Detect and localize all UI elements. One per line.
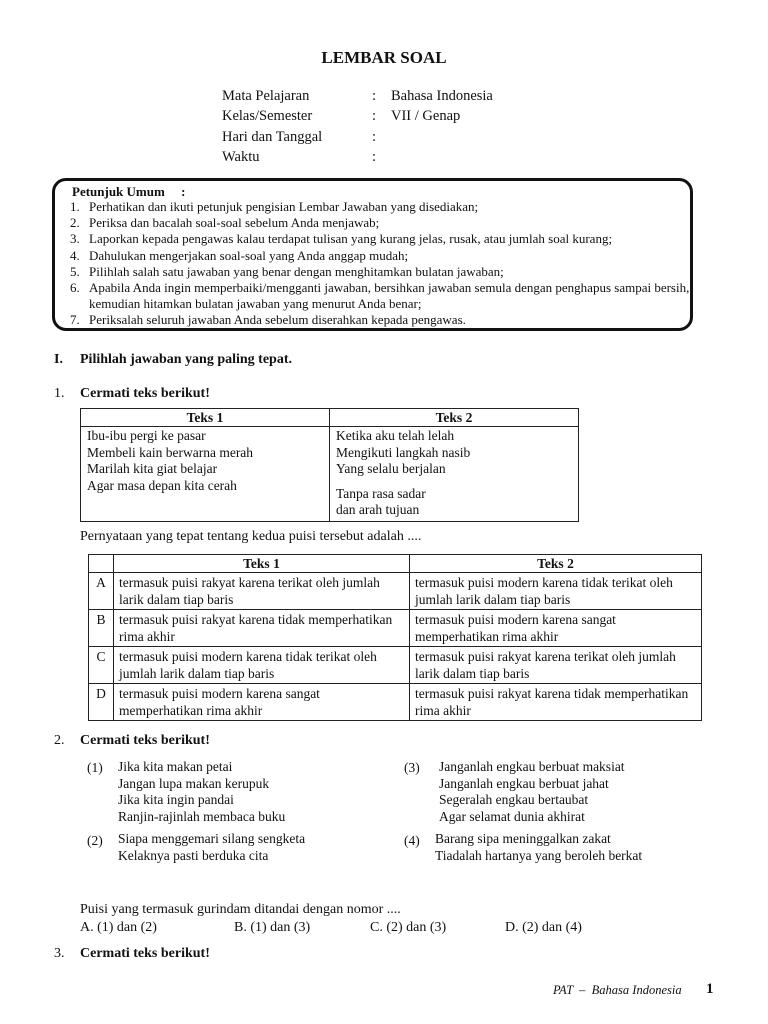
poem-line: dan arah tujuan	[336, 502, 420, 517]
instruction-text: Laporkan kepada pengawas kalau terdapat tulisan yang kurang jelas, rusak, atau jumlah soal kurang;	[89, 231, 613, 247]
poem-lines	[118, 759, 285, 825]
poem-line: Tiadalah hartanya yang beroleh berkat	[435, 847, 643, 863]
instruction-num: 1.	[70, 199, 80, 214]
instruction-item	[70, 264, 695, 280]
page-number: 1	[706, 981, 714, 997]
option-teks1: termasuk puisi modern karena tidak terikat oleh jumlah larik dalam tiap baris	[114, 647, 410, 684]
identity-row-time	[222, 148, 493, 169]
poem-line: Jika kita ingin pandai	[118, 792, 234, 807]
instruction-text: Periksalah seluruh jawaban Anda sebelum diserahkan kepada pengawas.	[89, 312, 466, 328]
option-row-a[interactable]	[89, 573, 702, 610]
instructions-heading: Petunjuk Umum :	[72, 184, 186, 199]
poem-line: Siapa menggemari silang sengketa	[118, 831, 306, 846]
instruction-num: 2.	[70, 215, 80, 231]
poem-line: Agar selamat dunia akhirat	[439, 808, 585, 824]
poem-line: Jangan lupa makan kerupuk	[118, 775, 270, 791]
identity-label: Waktu	[222, 149, 260, 166]
instruction-text: Periksa dan bacalah soal-soal sebelum Anda menjawab;	[89, 215, 380, 231]
identity-value: Bahasa Indonesia	[391, 87, 493, 104]
identity-colon: :	[372, 128, 377, 145]
poem-line: Yang selalu berjalan	[336, 461, 446, 476]
option-teks1: termasuk puisi rakyat karena terikat oleh jumlah larik dalam tiap baris	[114, 573, 410, 610]
question-1-number: 1.	[54, 386, 65, 401]
instruction-num: 5.	[70, 263, 80, 279]
instruction-item	[70, 248, 695, 264]
question-2-question: Puisi yang termasuk gurindam ditandai dengan nomor ....	[80, 902, 401, 917]
poem-line: Mengikuti langkah nasib	[336, 444, 471, 460]
answer-option-b[interactable]: B. (1) dan (3)	[234, 920, 311, 935]
poem-table-header: Teks 1	[81, 409, 330, 427]
poem-number: (4)	[404, 833, 420, 848]
question-3-prompt: Cermati teks berikut!	[80, 946, 210, 961]
answer-option-c[interactable]: C. (2) dan (3)	[370, 920, 447, 935]
instruction-text: Perhatikan dan ikuti petunjuk pengisian Lembar Jawaban yang disediakan;	[89, 199, 479, 214]
answer-option-d[interactable]: D. (2) dan (4)	[505, 920, 582, 935]
instruction-text: Dahulukan mengerjakan soal-soal yang Anda anggap mudah;	[89, 247, 409, 263]
option-teks2: termasuk puisi rakyat karena tidak memperhatikan rima akhir	[410, 684, 702, 721]
option-letter: C	[89, 647, 114, 684]
poem-table-cell	[330, 427, 579, 522]
poem-line: Kelaknya pasti berduka cita	[118, 847, 269, 863]
identity-colon: :	[372, 149, 377, 166]
question-1-poem-table	[80, 408, 579, 522]
option-letter: B	[89, 610, 114, 647]
option-teks1: termasuk puisi rakyat karena tidak memperhatikan rima akhir	[114, 610, 410, 647]
question-1-prompt: Cermati teks berikut!	[80, 386, 210, 401]
identity-row-class	[222, 107, 493, 128]
identity-block	[222, 86, 493, 168]
poem-lines	[118, 831, 305, 864]
question-3-number: 3.	[54, 946, 65, 961]
poem-line: Janganlah engkau berbuat maksiat	[439, 759, 625, 774]
poem-line: Jika kita makan petai	[118, 759, 233, 774]
section-num: I.	[54, 352, 63, 367]
option-letter: D	[89, 684, 114, 721]
identity-row-subject	[222, 86, 493, 107]
poem-line: Tanpa rasa sadar	[336, 485, 426, 501]
question-2-options	[80, 920, 680, 938]
instruction-item	[70, 215, 695, 231]
option-teks2: termasuk puisi modern karena sangat memperhatikan rima akhir	[410, 610, 702, 647]
poem-line: Membeli kain berwarna merah	[87, 444, 254, 460]
identity-colon: :	[372, 108, 377, 125]
poem-number: (1)	[87, 760, 103, 775]
option-teks2: termasuk puisi modern karena tidak terikat oleh jumlah larik dalam tiap baris	[410, 573, 702, 610]
instruction-text: Pilihlah salah satu jawaban yang benar dengan menghitamkan bulatan jawaban;	[89, 263, 504, 279]
poem-line: Barang sipa meninggalkan zakat	[435, 831, 611, 846]
question-1-statement: Pernyataan yang tepat tentang kedua puisi tersebut adalah ....	[80, 529, 422, 544]
instruction-item	[70, 199, 695, 215]
options-table-header: Teks 2	[410, 555, 702, 573]
poem-line: Segeralah engkau bertaubat	[439, 792, 589, 807]
identity-label: Mata Pelajaran	[222, 87, 310, 104]
poem-line: Janganlah engkau berbuat jahat	[439, 775, 609, 791]
option-letter: A	[89, 573, 114, 610]
instruction-text: Apabila Anda ingin memperbaiki/mengganti jawaban, bersihkan jawaban semula dengan penghapus sampai bersih, kemudian hitamkan bulatan jawaban yang menurut Anda benar;	[89, 280, 690, 312]
question-2-prompt: Cermati teks berikut!	[80, 733, 210, 748]
poem-table-cell	[81, 427, 330, 522]
poem-line: Agar masa depan kita cerah	[87, 477, 237, 493]
poem-number: (2)	[87, 833, 103, 848]
poem-lines	[439, 759, 625, 825]
option-row-c[interactable]	[89, 647, 702, 684]
section-heading	[54, 352, 292, 368]
footer-text: PAT – Bahasa Indonesia	[553, 983, 682, 997]
poem-line: Ranjin-rajinlah membaca buku	[118, 808, 286, 824]
identity-label: Hari dan Tanggal	[222, 128, 323, 145]
answer-option-a[interactable]: A. (1) dan (2)	[80, 920, 157, 935]
option-row-d[interactable]	[89, 684, 702, 721]
options-table-header: Teks 1	[114, 555, 410, 573]
instruction-num: 4.	[70, 247, 80, 263]
option-row-b[interactable]	[89, 610, 702, 647]
question-2-number: 2.	[54, 733, 65, 748]
section-text: Pilihlah jawaban yang paling tepat.	[80, 352, 292, 367]
instruction-num: 6.	[70, 280, 80, 296]
page-title: LEMBAR SOAL	[321, 48, 447, 67]
option-teks2: termasuk puisi rakyat karena terikat oleh jumlah larik dalam tiap baris	[410, 647, 702, 684]
instruction-num: 3.	[70, 231, 80, 247]
instruction-item	[70, 231, 695, 247]
options-table-header	[89, 555, 114, 573]
identity-row-date	[222, 127, 493, 148]
instruction-item	[70, 280, 695, 312]
instruction-item	[70, 312, 695, 328]
poem-table-header: Teks 2	[330, 409, 579, 427]
identity-label: Kelas/Semester	[222, 108, 313, 125]
poem-number: (3)	[404, 760, 420, 775]
poem-line: Marilah kita giat belajar	[87, 461, 218, 476]
instruction-num: 7.	[70, 312, 80, 328]
identity-colon: :	[372, 87, 377, 104]
poem-lines	[435, 831, 642, 864]
question-1-options-table	[88, 554, 702, 721]
poem-line: Ibu-ibu pergi ke pasar	[87, 428, 206, 443]
instructions-list	[70, 199, 695, 329]
identity-value: VII / Genap	[391, 108, 461, 125]
option-teks1: termasuk puisi modern karena sangat memperhatikan rima akhir	[114, 684, 410, 721]
poem-line: Ketika aku telah lelah	[336, 428, 455, 443]
